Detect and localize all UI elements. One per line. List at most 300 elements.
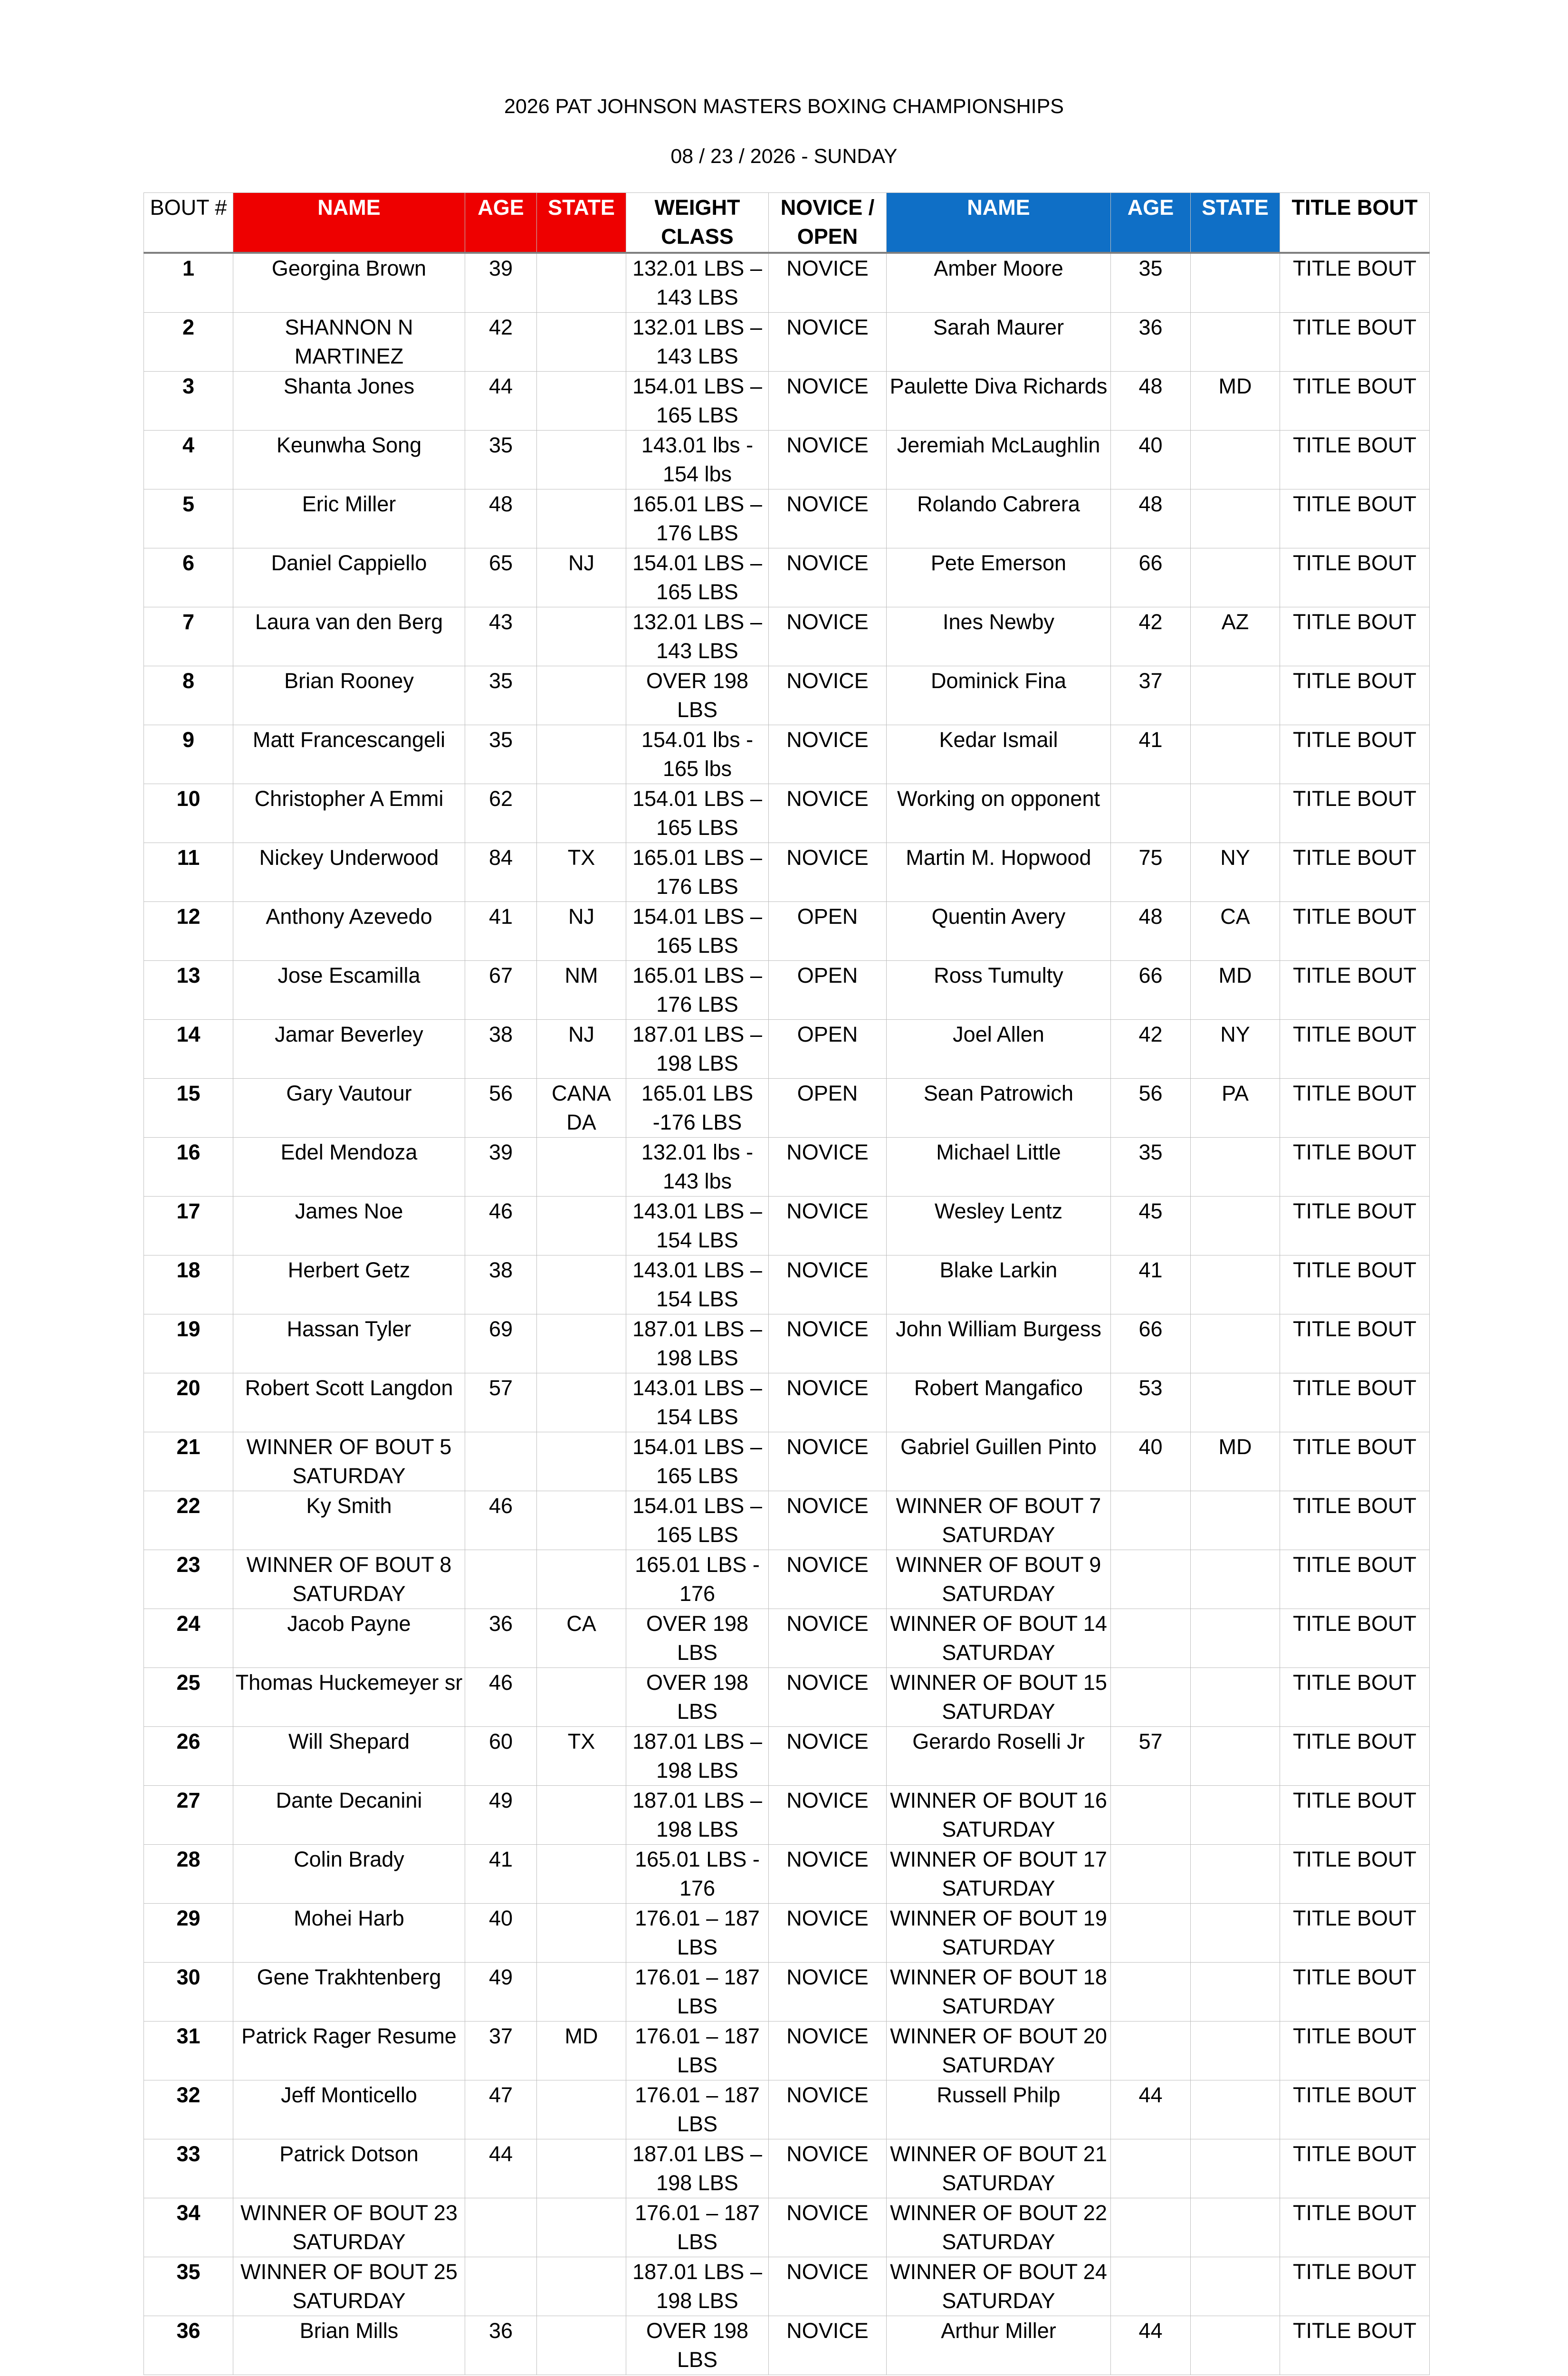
title-bout-label: TITLE BOUT xyxy=(1280,1197,1430,1255)
weight-class: 132.01 lbs - 143 lbs xyxy=(626,1138,769,1197)
bout-number: 29 xyxy=(144,1904,233,1963)
table-row xyxy=(144,2257,1430,2316)
blue-corner-state xyxy=(1191,1963,1280,2022)
blue-corner-name: Sarah Maurer xyxy=(887,313,1111,372)
weight-class: 176.01 – 187 LBS xyxy=(626,2022,769,2080)
blue-corner-age xyxy=(1111,1668,1191,1727)
red-corner-name: Ky Smith xyxy=(233,1491,465,1550)
blue-corner-name: Rolando Cabrera xyxy=(887,489,1111,548)
blue-corner-age: 35 xyxy=(1111,253,1191,313)
red-corner-state xyxy=(537,1963,626,2022)
bout-number: 16 xyxy=(144,1138,233,1197)
red-corner-name: Will Shepard xyxy=(233,1727,465,1786)
red-corner-state: CANA DA xyxy=(537,1079,626,1138)
blue-corner-age: 42 xyxy=(1111,1020,1191,1079)
weight-class: 176.01 – 187 LBS xyxy=(626,2198,769,2257)
division: NOVICE xyxy=(769,1786,887,1845)
blue-corner-age: 37 xyxy=(1111,666,1191,725)
blue-corner-name: Paulette Diva Richards xyxy=(887,372,1111,431)
table-row xyxy=(144,1904,1430,1963)
blue-corner-age: 41 xyxy=(1111,1255,1191,1314)
blue-corner-state: CA xyxy=(1191,902,1280,961)
weight-class: 165.01 LBS – 176 LBS xyxy=(626,961,769,1020)
blue-corner-name: WINNER OF BOUT 24 SATURDAY xyxy=(887,2257,1111,2316)
blue-corner-state xyxy=(1191,431,1280,489)
table-row xyxy=(144,1020,1430,1079)
title-bout-label: TITLE BOUT xyxy=(1280,2022,1430,2080)
red-corner-state xyxy=(537,1314,626,1373)
table-row xyxy=(144,1550,1430,1609)
blue-corner-age: 41 xyxy=(1111,725,1191,784)
table-row xyxy=(144,1668,1430,1727)
table-row xyxy=(144,1079,1430,1138)
table-row xyxy=(144,253,1430,313)
red-corner-age: 42 xyxy=(465,313,537,372)
blue-corner-state xyxy=(1191,1138,1280,1197)
blue-corner-state xyxy=(1191,489,1280,548)
blue-corner-name: Kedar Ismail xyxy=(887,725,1111,784)
division: NOVICE xyxy=(769,548,887,607)
table-row xyxy=(144,784,1430,843)
title-bout-label: TITLE BOUT xyxy=(1280,2198,1430,2257)
col-header-title-bout: TITLE BOUT xyxy=(1280,193,1430,253)
bout-number: 28 xyxy=(144,1845,233,1904)
weight-class: 132.01 LBS – 143 LBS xyxy=(626,313,769,372)
blue-corner-age: 75 xyxy=(1111,843,1191,902)
red-corner-age: 49 xyxy=(465,1786,537,1845)
weight-class: 143.01 lbs - 154 lbs xyxy=(626,431,769,489)
table-row xyxy=(144,666,1430,725)
red-corner-name: Shanta Jones xyxy=(233,372,465,431)
bout-number: 31 xyxy=(144,2022,233,2080)
blue-corner-name: Martin M. Hopwood xyxy=(887,843,1111,902)
red-corner-name: Gene Trakhtenberg xyxy=(233,1963,465,2022)
division: NOVICE xyxy=(769,2139,887,2198)
blue-corner-state xyxy=(1191,1904,1280,1963)
event-date: 08 / 23 / 2026 - SUNDAY xyxy=(670,145,898,168)
blue-corner-state xyxy=(1191,2198,1280,2257)
red-corner-name: Daniel Cappiello xyxy=(233,548,465,607)
red-corner-age: 67 xyxy=(465,961,537,1020)
weight-class: OVER 198 LBS xyxy=(626,666,769,725)
blue-corner-name: Robert Mangafico xyxy=(887,1373,1111,1432)
red-corner-age: 44 xyxy=(465,372,537,431)
title-bout-label: TITLE BOUT xyxy=(1280,372,1430,431)
title-bout-label: TITLE BOUT xyxy=(1280,961,1430,1020)
division: NOVICE xyxy=(769,1727,887,1786)
title-bout-label: TITLE BOUT xyxy=(1280,253,1430,313)
bout-number: 23 xyxy=(144,1550,233,1609)
red-corner-age: 46 xyxy=(465,1668,537,1727)
red-corner-name: Christopher A Emmi xyxy=(233,784,465,843)
title-bout-label: TITLE BOUT xyxy=(1280,1138,1430,1197)
bout-number: 14 xyxy=(144,1020,233,1079)
bout-number: 30 xyxy=(144,1963,233,2022)
red-corner-age: 37 xyxy=(465,2022,537,2080)
blue-corner-state xyxy=(1191,2139,1280,2198)
blue-corner-state xyxy=(1191,2316,1280,2375)
table-row xyxy=(144,1727,1430,1786)
division: NOVICE xyxy=(769,2257,887,2316)
blue-corner-age xyxy=(1111,1845,1191,1904)
red-corner-age: 41 xyxy=(465,902,537,961)
title-bout-label: TITLE BOUT xyxy=(1280,431,1430,489)
table-row xyxy=(144,1963,1430,2022)
weight-class: 154.01 LBS – 165 LBS xyxy=(626,784,769,843)
red-corner-age: 38 xyxy=(465,1020,537,1079)
red-corner-age: 39 xyxy=(465,253,537,313)
red-corner-age: 46 xyxy=(465,1491,537,1550)
blue-corner-age: 45 xyxy=(1111,1197,1191,1255)
table-row xyxy=(144,2139,1430,2198)
bout-number: 21 xyxy=(144,1432,233,1491)
weight-class: OVER 198 LBS xyxy=(626,1668,769,1727)
division: NOVICE xyxy=(769,253,887,313)
red-corner-state: NJ xyxy=(537,548,626,607)
blue-corner-state: MD xyxy=(1191,372,1280,431)
red-corner-state: MD xyxy=(537,2022,626,2080)
blue-corner-name: Gerardo Roselli Jr xyxy=(887,1727,1111,1786)
blue-corner-age xyxy=(1111,2022,1191,2080)
red-corner-state xyxy=(537,489,626,548)
table-row xyxy=(144,607,1430,666)
weight-class: 143.01 LBS – 154 LBS xyxy=(626,1197,769,1255)
title-bout-label: TITLE BOUT xyxy=(1280,1963,1430,2022)
blue-corner-state xyxy=(1191,1314,1280,1373)
blue-corner-state xyxy=(1191,313,1280,372)
red-corner-name: Hassan Tyler xyxy=(233,1314,465,1373)
weight-class: OVER 198 LBS xyxy=(626,2316,769,2375)
blue-corner-state xyxy=(1191,2257,1280,2316)
bout-number: 33 xyxy=(144,2139,233,2198)
blue-corner-age xyxy=(1111,2198,1191,2257)
bout-number: 10 xyxy=(144,784,233,843)
red-corner-name: Patrick Rager Resume xyxy=(233,2022,465,2080)
blue-corner-age: 35 xyxy=(1111,1138,1191,1197)
bout-number: 9 xyxy=(144,725,233,784)
blue-corner-name: Michael Little xyxy=(887,1138,1111,1197)
red-corner-name: Dante Decanini xyxy=(233,1786,465,1845)
division: OPEN xyxy=(769,902,887,961)
red-corner-age: 57 xyxy=(465,1373,537,1432)
col-header-blue-name: NAME xyxy=(887,193,1111,253)
red-corner-state xyxy=(537,2080,626,2139)
title-bout-label: TITLE BOUT xyxy=(1280,1432,1430,1491)
red-corner-age: 65 xyxy=(465,548,537,607)
division: NOVICE xyxy=(769,1609,887,1668)
blue-corner-state: PA xyxy=(1191,1079,1280,1138)
blue-corner-state xyxy=(1191,1373,1280,1432)
title-bout-label: TITLE BOUT xyxy=(1280,2139,1430,2198)
blue-corner-state xyxy=(1191,253,1280,313)
table-row xyxy=(144,1609,1430,1668)
red-corner-age: 69 xyxy=(465,1314,537,1373)
blue-corner-name: WINNER OF BOUT 19 SATURDAY xyxy=(887,1904,1111,1963)
blue-corner-name: Jeremiah McLaughlin xyxy=(887,431,1111,489)
weight-class: 187.01 LBS – 198 LBS xyxy=(626,1314,769,1373)
title-bout-label: TITLE BOUT xyxy=(1280,1373,1430,1432)
table-row xyxy=(144,489,1430,548)
bout-number: 5 xyxy=(144,489,233,548)
bout-number: 15 xyxy=(144,1079,233,1138)
red-corner-age: 48 xyxy=(465,489,537,548)
weight-class: 176.01 – 187 LBS xyxy=(626,1904,769,1963)
title-bout-label: TITLE BOUT xyxy=(1280,1255,1430,1314)
title-bout-label: TITLE BOUT xyxy=(1280,489,1430,548)
blue-corner-state xyxy=(1191,1609,1280,1668)
red-corner-age: 35 xyxy=(465,431,537,489)
red-corner-state xyxy=(537,784,626,843)
red-corner-name: Brian Mills xyxy=(233,2316,465,2375)
title-bout-label: TITLE BOUT xyxy=(1280,666,1430,725)
red-corner-name: Jeff Monticello xyxy=(233,2080,465,2139)
division: NOVICE xyxy=(769,843,887,902)
blue-corner-state xyxy=(1191,784,1280,843)
red-corner-age: 47 xyxy=(465,2080,537,2139)
red-corner-state xyxy=(537,1786,626,1845)
col-header-red-state: STATE xyxy=(537,193,626,253)
title-bout-label: TITLE BOUT xyxy=(1280,607,1430,666)
division: NOVICE xyxy=(769,666,887,725)
division: NOVICE xyxy=(769,1197,887,1255)
red-corner-age: 43 xyxy=(465,607,537,666)
red-corner-state xyxy=(537,725,626,784)
division: NOVICE xyxy=(769,313,887,372)
bout-number: 34 xyxy=(144,2198,233,2257)
table-row xyxy=(144,902,1430,961)
red-corner-age: 36 xyxy=(465,2316,537,2375)
red-corner-name: Laura van den Berg xyxy=(233,607,465,666)
division: OPEN xyxy=(769,961,887,1020)
col-header-red-age: AGE xyxy=(465,193,537,253)
col-header-bout: BOUT # xyxy=(144,193,233,253)
title-bout-label: TITLE BOUT xyxy=(1280,1727,1430,1786)
blue-corner-name: WINNER OF BOUT 17 SATURDAY xyxy=(887,1845,1111,1904)
bout-number: 4 xyxy=(144,431,233,489)
division: NOVICE xyxy=(769,607,887,666)
table-row xyxy=(144,1491,1430,1550)
blue-corner-state xyxy=(1191,1491,1280,1550)
blue-corner-state: NY xyxy=(1191,843,1280,902)
blue-corner-state xyxy=(1191,1668,1280,1727)
weight-class: 176.01 – 187 LBS xyxy=(626,1963,769,2022)
red-corner-state xyxy=(537,1373,626,1432)
red-corner-name: Thomas Huckemeyer sr xyxy=(233,1668,465,1727)
table-row xyxy=(144,2080,1430,2139)
table-row xyxy=(144,1255,1430,1314)
table-row xyxy=(144,2022,1430,2080)
table-row xyxy=(144,843,1430,902)
red-corner-age: 41 xyxy=(465,1845,537,1904)
red-corner-state: NJ xyxy=(537,902,626,961)
blue-corner-age: 40 xyxy=(1111,1432,1191,1491)
weight-class: 165.01 LBS – 176 LBS xyxy=(626,489,769,548)
title-bout-label: TITLE BOUT xyxy=(1280,1491,1430,1550)
blue-corner-age: 66 xyxy=(1111,961,1191,1020)
weight-class: 154.01 LBS – 165 LBS xyxy=(626,1432,769,1491)
bout-number: 3 xyxy=(144,372,233,431)
weight-class: 165.01 LBS -176 LBS xyxy=(626,1079,769,1138)
table-row xyxy=(144,1314,1430,1373)
table-row xyxy=(144,372,1430,431)
page-title: 2026 PAT JOHNSON MASTERS BOXING CHAMPIONSHIPS xyxy=(504,95,1064,118)
blue-corner-state xyxy=(1191,725,1280,784)
weight-class: 165.01 LBS - 176 xyxy=(626,1845,769,1904)
red-corner-state xyxy=(537,372,626,431)
blue-corner-state: MD xyxy=(1191,961,1280,1020)
blue-corner-age: 44 xyxy=(1111,2316,1191,2375)
red-corner-age: 40 xyxy=(465,1904,537,1963)
table-row xyxy=(144,431,1430,489)
blue-corner-state: MD xyxy=(1191,1432,1280,1491)
bout-number: 17 xyxy=(144,1197,233,1255)
title-bout-label: TITLE BOUT xyxy=(1280,548,1430,607)
title-bout-label: TITLE BOUT xyxy=(1280,2257,1430,2316)
red-corner-state xyxy=(537,1432,626,1491)
blue-corner-age xyxy=(1111,1550,1191,1609)
bout-number: 36 xyxy=(144,2316,233,2375)
red-corner-state xyxy=(537,1138,626,1197)
blue-corner-age xyxy=(1111,1609,1191,1668)
red-corner-age xyxy=(465,1550,537,1609)
red-corner-age: 46 xyxy=(465,1197,537,1255)
blue-corner-state xyxy=(1191,666,1280,725)
blue-corner-name: WINNER OF BOUT 15 SATURDAY xyxy=(887,1668,1111,1727)
col-header-blue-state: STATE xyxy=(1191,193,1280,253)
blue-corner-name: John William Burgess xyxy=(887,1314,1111,1373)
blue-corner-state xyxy=(1191,2022,1280,2080)
blue-corner-state xyxy=(1191,548,1280,607)
blue-corner-name: WINNER OF BOUT 20 SATURDAY xyxy=(887,2022,1111,2080)
title-bout-label: TITLE BOUT xyxy=(1280,902,1430,961)
bout-number: 25 xyxy=(144,1668,233,1727)
title-bout-label: TITLE BOUT xyxy=(1280,1904,1430,1963)
blue-corner-name: Arthur Miller xyxy=(887,2316,1111,2375)
red-corner-name: Mohei Harb xyxy=(233,1904,465,1963)
bout-number: 1 xyxy=(144,253,233,313)
division: NOVICE xyxy=(769,2316,887,2375)
blue-corner-age: 48 xyxy=(1111,489,1191,548)
blue-corner-age xyxy=(1111,1786,1191,1845)
division: NOVICE xyxy=(769,2080,887,2139)
red-corner-name: Matt Francescangeli xyxy=(233,725,465,784)
table-row xyxy=(144,313,1430,372)
red-corner-state xyxy=(537,313,626,372)
red-corner-state xyxy=(537,666,626,725)
blue-corner-name: Working on opponent xyxy=(887,784,1111,843)
division: NOVICE xyxy=(769,1845,887,1904)
division: NOVICE xyxy=(769,725,887,784)
red-corner-age: 35 xyxy=(465,725,537,784)
blue-corner-name: Russell Philp xyxy=(887,2080,1111,2139)
red-corner-age: 49 xyxy=(465,1963,537,2022)
red-corner-name: Jamar Beverley xyxy=(233,1020,465,1079)
red-corner-age: 35 xyxy=(465,666,537,725)
red-corner-state: CA xyxy=(537,1609,626,1668)
red-corner-name: Jacob Payne xyxy=(233,1609,465,1668)
bout-number: 20 xyxy=(144,1373,233,1432)
red-corner-state xyxy=(537,253,626,313)
red-corner-name: Nickey Underwood xyxy=(233,843,465,902)
red-corner-age: 60 xyxy=(465,1727,537,1786)
title-bout-label: TITLE BOUT xyxy=(1280,784,1430,843)
title-bout-label: TITLE BOUT xyxy=(1280,1550,1430,1609)
blue-corner-age: 56 xyxy=(1111,1079,1191,1138)
red-corner-name: Herbert Getz xyxy=(233,1255,465,1314)
table-row xyxy=(144,961,1430,1020)
blue-corner-state: NY xyxy=(1191,1020,1280,1079)
bout-number: 2 xyxy=(144,313,233,372)
blue-corner-name: WINNER OF BOUT 21 SATURDAY xyxy=(887,2139,1111,2198)
red-corner-state: NJ xyxy=(537,1020,626,1079)
blue-corner-name: WINNER OF BOUT 9 SATURDAY xyxy=(887,1550,1111,1609)
col-header-weight-class: WEIGHT CLASS xyxy=(626,193,769,253)
title-bout-label: TITLE BOUT xyxy=(1280,1020,1430,1079)
weight-class: 143.01 LBS – 154 LBS xyxy=(626,1373,769,1432)
table-row xyxy=(144,548,1430,607)
red-corner-state xyxy=(537,1845,626,1904)
blue-corner-state xyxy=(1191,1197,1280,1255)
weight-class: 187.01 LBS – 198 LBS xyxy=(626,2257,769,2316)
blue-corner-state xyxy=(1191,1727,1280,1786)
bout-number: 13 xyxy=(144,961,233,1020)
division: NOVICE xyxy=(769,2198,887,2257)
header-row xyxy=(144,193,1430,253)
table-row xyxy=(144,2198,1430,2257)
division: OPEN xyxy=(769,1020,887,1079)
red-corner-state xyxy=(537,2198,626,2257)
blue-corner-state xyxy=(1191,1550,1280,1609)
weight-class: 165.01 LBS – 176 LBS xyxy=(626,843,769,902)
red-corner-age: 62 xyxy=(465,784,537,843)
red-corner-state xyxy=(537,2139,626,2198)
title-bout-label: TITLE BOUT xyxy=(1280,1079,1430,1138)
blue-corner-state xyxy=(1191,1845,1280,1904)
division: NOVICE xyxy=(769,1963,887,2022)
table-row xyxy=(144,1845,1430,1904)
red-corner-age: 44 xyxy=(465,2139,537,2198)
blue-corner-age xyxy=(1111,1491,1191,1550)
bout-number: 11 xyxy=(144,843,233,902)
red-corner-state xyxy=(537,1197,626,1255)
red-corner-name: WINNER OF BOUT 25 SATURDAY xyxy=(233,2257,465,2316)
blue-corner-name: WINNER OF BOUT 7 SATURDAY xyxy=(887,1491,1111,1550)
red-corner-state xyxy=(537,431,626,489)
red-corner-name: WINNER OF BOUT 23 SATURDAY xyxy=(233,2198,465,2257)
red-corner-name: Edel Mendoza xyxy=(233,1138,465,1197)
blue-corner-age: 44 xyxy=(1111,2080,1191,2139)
division: NOVICE xyxy=(769,431,887,489)
blue-corner-name: Blake Larkin xyxy=(887,1255,1111,1314)
red-corner-name: Brian Rooney xyxy=(233,666,465,725)
red-corner-name: Robert Scott Langdon xyxy=(233,1373,465,1432)
red-corner-name: SHANNON N MARTINEZ xyxy=(233,313,465,372)
blue-corner-name: Wesley Lentz xyxy=(887,1197,1111,1255)
bout-number: 18 xyxy=(144,1255,233,1314)
red-corner-state xyxy=(537,2257,626,2316)
blue-corner-age: 53 xyxy=(1111,1373,1191,1432)
blue-corner-state: AZ xyxy=(1191,607,1280,666)
red-corner-age: 36 xyxy=(465,1609,537,1668)
weight-class: 187.01 LBS – 198 LBS xyxy=(626,1786,769,1845)
blue-corner-name: Sean Patrowich xyxy=(887,1079,1111,1138)
weight-class: 176.01 – 187 LBS xyxy=(626,2080,769,2139)
title-bout-label: TITLE BOUT xyxy=(1280,1845,1430,1904)
title-bout-label: TITLE BOUT xyxy=(1280,1668,1430,1727)
weight-class: 132.01 LBS – 143 LBS xyxy=(626,253,769,313)
bout-number: 24 xyxy=(144,1609,233,1668)
bout-number: 6 xyxy=(144,548,233,607)
